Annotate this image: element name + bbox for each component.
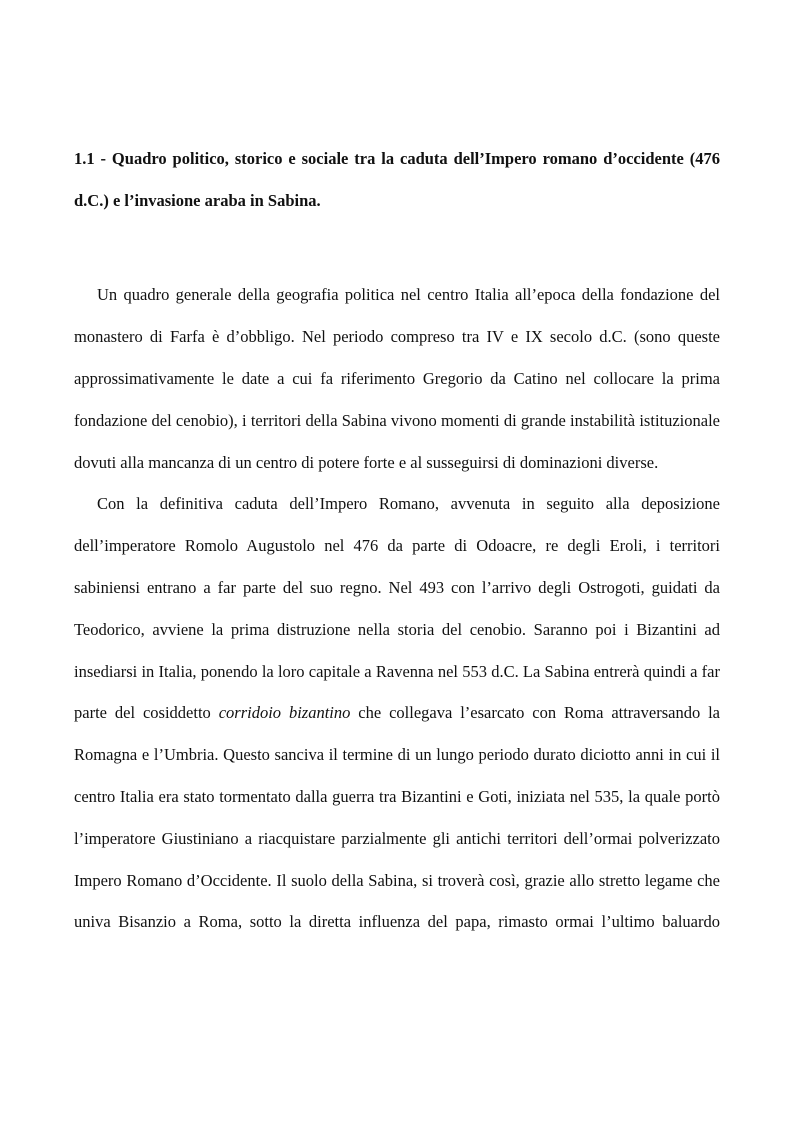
document-page xyxy=(74,138,720,943)
paragraph-2-text-after: che collegava l’esarcato con Roma attraversando la Romagna e l’Umbria. Questo sanciva il termine di un lungo periodo durato diciotto anni in cui il centro Italia era stato tormentato dalla guerra tra Bizantini e Goti, iniziata nel 535, la quale portò l’imperatore Giustiniano a riacquistare parzialmente gli antichi territori dell’ormai polverizzato Impero Romano d’Occidente. Il suolo della Sabina, si troverà così, grazie allo stretto legame che univa Bisanzio a Roma, sotto la diretta influenza del papa, rimasto ormai l’ultimo baluardo xyxy=(74,703,721,932)
section-heading: 1.1 - Quadro politico, storico e sociale tra la caduta dell’Impero romano d’occidente (476 d.C.) e l’invasione araba in Sabina. xyxy=(74,149,720,210)
paragraph-2 xyxy=(74,483,720,943)
italic-term: corridoio bizantino xyxy=(218,703,351,723)
paragraph-1: Un quadro generale della geografia politica nel centro Italia all’epoca della fondazione del monastero di Farfa è d’obbligo. Nel periodo compreso tra IV e IX secolo d.C. (sono queste approssimativamente le date a cui fa riferimento Gregorio da Catino nel collocare la prima fondazione del cenobio), i territori della Sabina vivono momenti di grande instabilità istituzionale dovuti alla mancanza di un centro di potere forte e al susseguirsi di dominazioni diverse. xyxy=(74,285,720,472)
paragraph-2-text-before: Con la definitiva caduta dell’Impero Romano, avvenuta in seguito alla deposizione dell’imperatore Romolo Augustolo nel 476 da parte di Odoacre, re degli Eroli, i territori sabiniensi entrano a far parte del suo regno. Nel 493 con l’arrivo degli Ostrogoti, guidati da Teodorico, avviene la prima distruzione nella storia del cenobio. Saranno poi i Bizantini ad insediarsi in Italia, ponendo la loro capitale a Ravenna nel 553 d.C. La Sabina entrerà quindi a far parte del cosiddetto xyxy=(74,494,720,723)
